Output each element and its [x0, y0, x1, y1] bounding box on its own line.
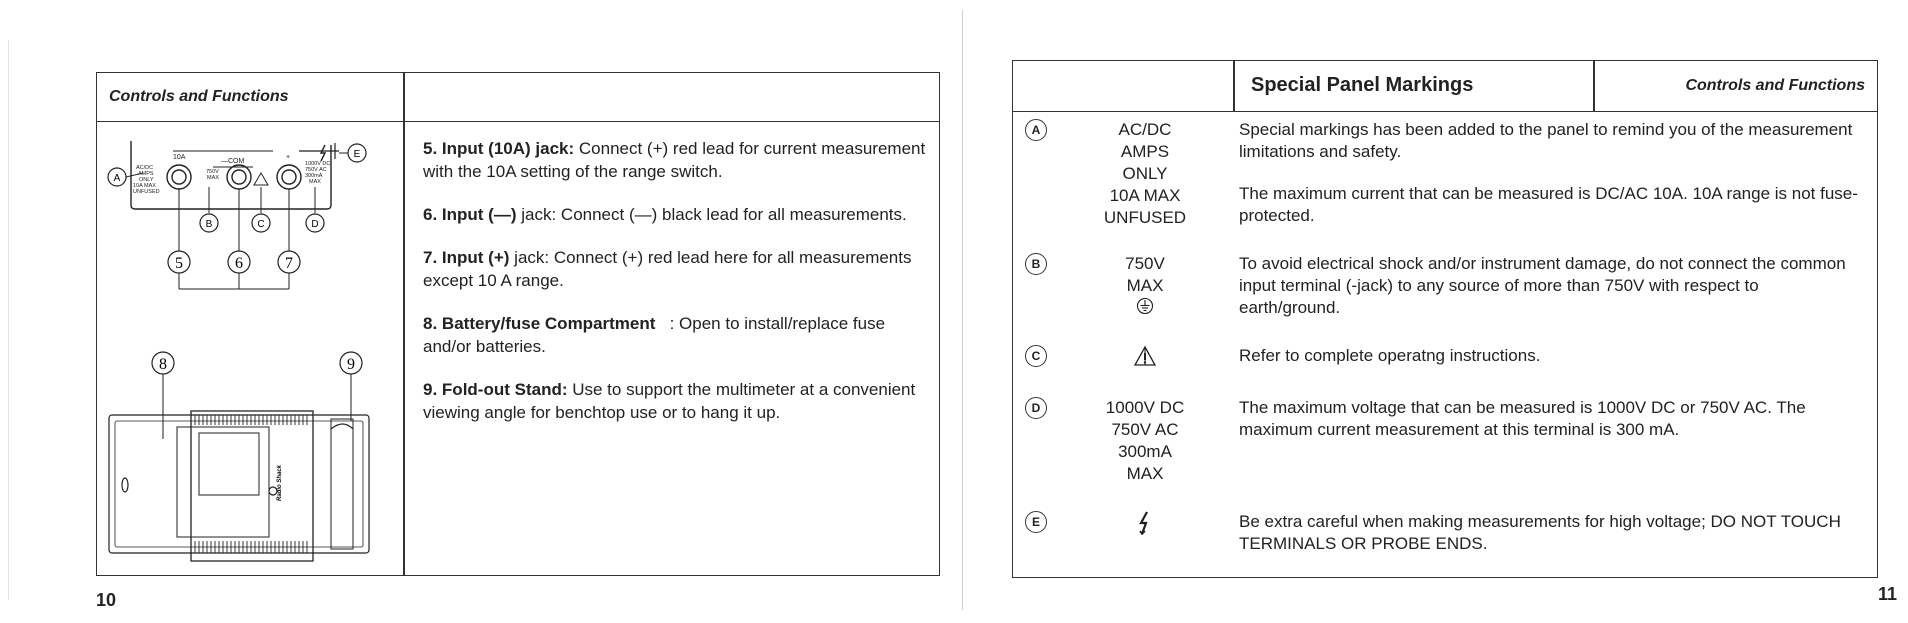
letter-d-badge: D [1025, 397, 1047, 419]
callout-5 [168, 251, 190, 273]
letter-a-badge: A [1025, 119, 1047, 141]
marking-d-description: The maximum voltage that can be measured is 1000V DC or 750V AC. The maximum current measurement at this terminal is 300 mA. [1239, 398, 1806, 439]
marking-c-description: Refer to complete operatng instructions. [1239, 346, 1541, 365]
svg-text:C: C [257, 219, 265, 230]
legend-max-plus: MAX [309, 179, 321, 185]
callout-7 [278, 251, 300, 273]
marking-b: 750V MAX [1077, 253, 1213, 321]
panel-title: Special Panel Markings [1251, 74, 1474, 96]
jack-label-10a: 10A [173, 154, 186, 161]
callout-6 [228, 251, 250, 273]
marking-a-description: Special markings has been added to the panel to remind you of the measurement limitations and safety. The maximum current that can be measured is DC/AC 10A. 10A range is not fuse-protected. [1239, 120, 1858, 225]
high-voltage-icon [1138, 511, 1152, 535]
page-number-left: 10 [96, 590, 117, 610]
column-divider [403, 73, 405, 575]
ribbed-texture [195, 415, 307, 553]
item-input-minus: 6. Input (—) jack: Connect (—) black lead for all measurements. [423, 205, 907, 224]
legend-amps: AMPS [138, 171, 154, 177]
item-fold-out-stand: 9. Fold-out Stand: Use to support the multimeter at a convenient viewing angle for benchtop use or to hang it up. [423, 380, 916, 422]
svg-text:E: E [353, 149, 361, 160]
section-title: Controls and Functions [1685, 77, 1865, 94]
header-divider-1 [1233, 61, 1235, 111]
warning-triangle-icon [254, 173, 268, 185]
section-title: Controls and Functions [109, 88, 289, 105]
high-voltage-icon [321, 145, 325, 161]
svg-text:8: 8 [159, 356, 167, 373]
legend-10a-max: 10A MAX [133, 183, 156, 189]
svg-text:A: A [113, 173, 121, 184]
legend-acdc: AC/DC [136, 165, 154, 171]
legend-max-com: MAX [207, 175, 219, 181]
controls-description-list [423, 137, 933, 444]
letter-e-badge: E [1025, 511, 1047, 533]
marking-e-description: Be extra careful when making measurements for high voltage; DO NOT TOUCH TERMINALS OR PROBE ENDS. [1239, 512, 1841, 553]
svg-text:6: 6 [235, 255, 243, 272]
jack-leader-lines [179, 189, 289, 289]
marking-b-description: To avoid electrical shock and/or instrument damage, do not connect the common input terminal (-jack) to any source of more than 750V with respect to earth/ground. [1239, 254, 1846, 317]
item-input-plus: 7. Input (+) jack: Connect (+) red lead here for all measurements except 10 A range. [423, 248, 912, 290]
special-markings-panel [1012, 60, 1878, 578]
special-markings-header [1013, 61, 1877, 112]
jack-label-plus: + [286, 154, 291, 161]
marking-c [1077, 345, 1213, 373]
right-page [960, 0, 1908, 623]
letter-c-badge: C [1025, 345, 1047, 367]
svg-text:B: B [205, 219, 213, 230]
legend-750v: 750V [206, 169, 219, 175]
svg-text:D: D [311, 219, 319, 230]
header-divider-2 [1593, 61, 1595, 111]
svg-text:5: 5 [175, 255, 183, 272]
callout-8 [152, 352, 174, 439]
brand-logo-text: Radio Shack [277, 464, 283, 501]
marking-e [1077, 511, 1213, 541]
svg-text:7: 7 [285, 255, 293, 272]
multimeter-diagram [103, 129, 399, 569]
svg-text:9: 9 [347, 356, 355, 373]
legend-unfused: UNFUSED [133, 189, 160, 195]
legend-only: ONLY [139, 177, 154, 183]
marking-d: 1000V DC 750V AC 300mA MAX [1105, 398, 1185, 483]
page-number-right: 11 [1878, 584, 1898, 604]
letter-b-badge: B [1025, 253, 1047, 275]
legend-300ma: 300mA [305, 173, 323, 179]
jack-label-com: —COM [221, 158, 245, 165]
callout-e [339, 144, 366, 162]
controls-panel [96, 72, 940, 576]
item-battery-fuse: 8. Battery/fuse Compartment : Open to install/replace fuse and/or batteries. [423, 314, 886, 356]
item-input-10a: 5. Input (10A) jack: Connect (+) red lead for current measurement with the 10A setting of the range switch. [423, 139, 926, 181]
callout-9 [340, 352, 362, 421]
marking-a: AC/DC AMPS ONLY 10A MAX UNFUSED [1103, 120, 1187, 227]
meter-back-illustration [109, 411, 369, 561]
controls-panel-header [97, 73, 939, 122]
warning-triangle-icon [1133, 345, 1157, 367]
legend-1000v-dc: 1000V DC [305, 161, 331, 167]
ground-symbol-icon [1136, 297, 1154, 315]
legend-750v-ac: 750V AC [305, 167, 327, 173]
